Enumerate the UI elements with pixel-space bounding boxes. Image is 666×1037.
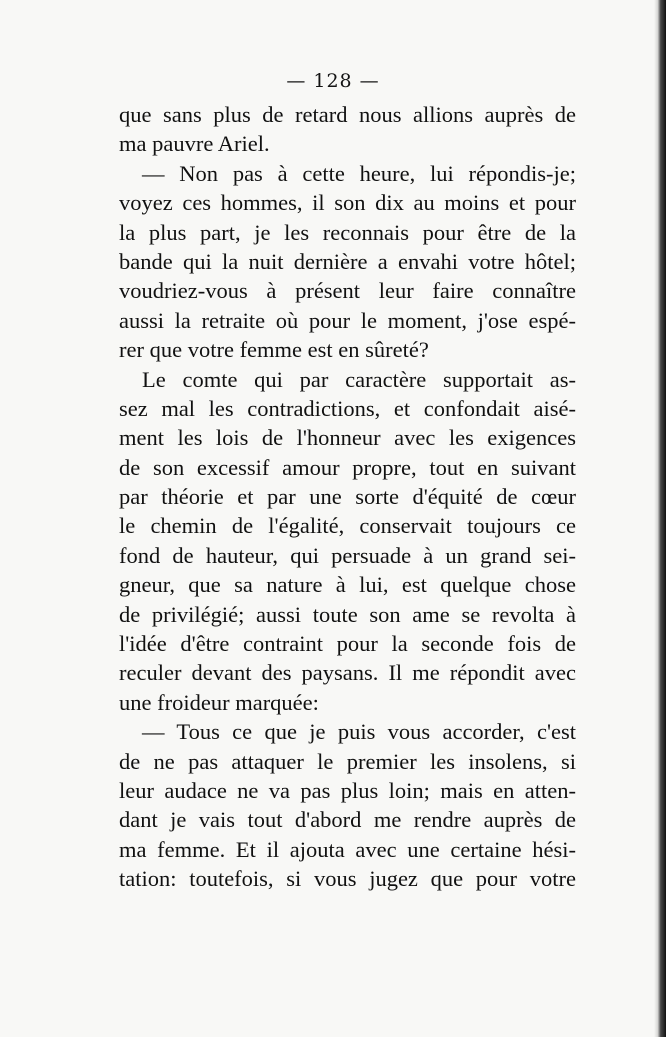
- text-line: de privilégié; aussi toute son ame se revolta à: [119, 601, 576, 627]
- text-line: fond de hauteur, qui persuade à un grand sei-: [119, 542, 576, 568]
- text-line: bande qui la nuit dernière a envahi votre hôtel;: [119, 248, 576, 274]
- text-line: tation: toutefois, si vous jugez que pour votre: [119, 866, 576, 892]
- text-line: gneur, que sa nature à lui, est quelque chose: [119, 572, 576, 598]
- text-line: reculer devant des paysans. Il me répondit avec: [119, 660, 576, 686]
- text-line: de ne pas attaquer le premier les insolens, si: [119, 748, 576, 774]
- text-line: l'idée d'être contraint pour la seconde fois de: [119, 631, 576, 657]
- text-line: leur audace ne va pas plus loin; mais en atten-: [119, 777, 576, 803]
- text-line: que sans plus de retard nous allions auprès de: [119, 102, 576, 127]
- text-line: voyez ces hommes, il son dix au moins et pour: [119, 190, 576, 216]
- text-line: ma femme. Et il ajouta avec une certaine hési-: [119, 836, 576, 862]
- page-edge-shadow: [654, 0, 666, 1037]
- body-text: [119, 100, 576, 894]
- text-line: sez mal les contradictions, et confondait aisé-: [119, 395, 576, 421]
- text-line: dant je vais tout d'abord me rendre auprès de: [119, 807, 576, 833]
- text-line: le chemin de l'égalité, conservait toujours ce: [119, 513, 576, 539]
- text-line: Le comte qui par caractère supportait as-: [142, 366, 576, 392]
- text-line: par théorie et par une sorte d'équité de cœur: [119, 484, 576, 510]
- text-line: une froideur marquée:: [119, 689, 319, 715]
- text-line: aussi la retraite où pour le moment, j'ose espé-: [119, 307, 576, 333]
- text-line: — Tous ce que je puis vous accorder, c'est: [142, 719, 576, 745]
- text-line: de son excessif amour propre, tout en suivant: [119, 454, 576, 480]
- text-line: rer que votre femme est en sûreté?: [119, 337, 429, 363]
- text-line: — Non pas à cette heure, lui répondis-je;: [142, 160, 576, 186]
- text-line: la plus part, je les reconnais pour être de la: [119, 219, 576, 245]
- text-line: voudriez-vous à présent leur faire connaître: [119, 278, 576, 304]
- text-line: ment les lois de l'honneur avec les exigences: [119, 425, 576, 451]
- text-line: ma pauvre Ariel.: [119, 131, 270, 157]
- page-number: — 128 —: [286, 70, 380, 92]
